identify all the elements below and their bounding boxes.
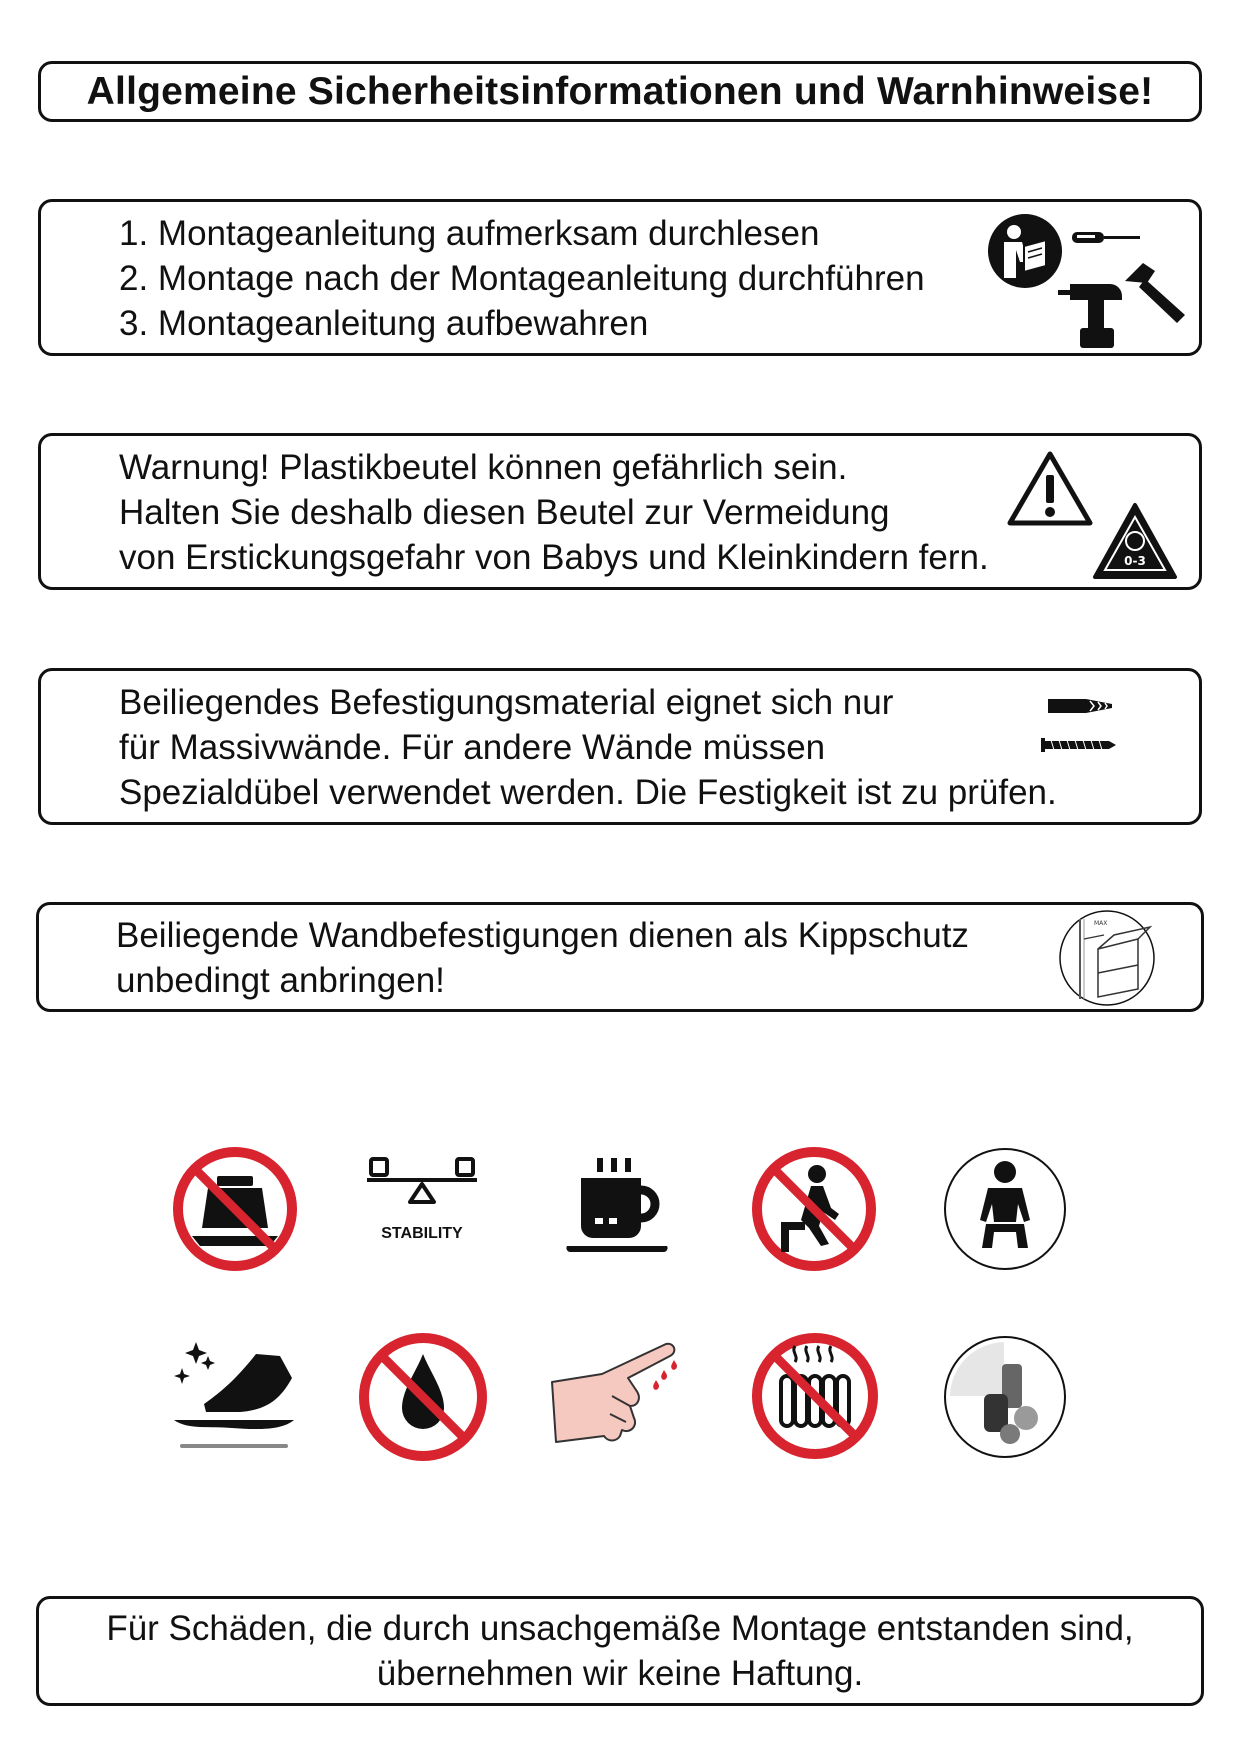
wall-plug-icon bbox=[1046, 695, 1116, 717]
fastening-text bbox=[119, 680, 1057, 815]
liability-line: Für Schäden, die durch unsachgemäße Montage entstanden sind, bbox=[106, 1609, 1134, 1648]
wipe-clean-icon bbox=[170, 1334, 296, 1460]
tip-protection-box bbox=[36, 902, 1204, 1012]
title-box bbox=[38, 61, 1202, 122]
fastening-line: Beiliegendes Befestigungsmaterial eignet sich nur bbox=[119, 683, 894, 722]
no-liquids-icon bbox=[358, 1332, 488, 1462]
no-heat-source-icon bbox=[751, 1332, 879, 1460]
liability-text bbox=[39, 1606, 1201, 1696]
drill-icon bbox=[1056, 282, 1132, 354]
fastening-line: Spezialdübel verwendet werden. Die Festigkeit ist zu prüfen. bbox=[119, 773, 1057, 812]
warning-line: Halten Sie deshalb diesen Beutel zur Vermeidung bbox=[119, 493, 890, 532]
liability-line: übernehmen wir keine Haftung. bbox=[376, 1654, 864, 1693]
furniture-caster-icon bbox=[942, 1334, 1068, 1460]
sitting-person-icon bbox=[942, 1146, 1068, 1272]
assembly-instructions-box bbox=[38, 199, 1202, 356]
assembly-steps bbox=[119, 211, 925, 346]
wall-anchor-diagram-icon bbox=[1058, 909, 1156, 1007]
read-manual-icon bbox=[986, 212, 1064, 290]
assembly-step: 3. Montageanleitung aufbewahren bbox=[119, 304, 649, 343]
liability-disclaimer-box bbox=[36, 1596, 1204, 1706]
tip-protection-line: unbedingt anbringen! bbox=[116, 961, 445, 1000]
child-age-warning-icon bbox=[1091, 501, 1179, 581]
fastening-material-box bbox=[38, 668, 1202, 825]
finger-injury-icon bbox=[546, 1334, 686, 1460]
fastening-line: für Massivwände. Für andere Wände müssen bbox=[119, 728, 826, 767]
hot-cup-icon bbox=[555, 1146, 681, 1272]
tip-protection-line: Beiliegende Wandbefestigungen dienen als Kippschutz bbox=[116, 916, 969, 955]
assembly-step: 1. Montageanleitung aufmerksam durchlesen bbox=[119, 214, 820, 253]
diagram-label: MAX bbox=[1094, 920, 1108, 927]
page-title: Allgemeine Sicherheitsinformationen und Warnhinweise! bbox=[86, 70, 1154, 113]
warning-line: Warnung! Plastikbeutel können gefährlich sein. bbox=[119, 448, 848, 487]
screwdriver-icon bbox=[1071, 227, 1143, 247]
age-badge: 0-3 bbox=[1124, 554, 1146, 568]
stability-label: STABILITY bbox=[381, 1225, 463, 1242]
plastic-bag-warning-box bbox=[38, 433, 1202, 590]
warning-line: von Erstickungsgefahr von Babys und Kleinkindern fern. bbox=[119, 538, 989, 577]
no-heavy-load-icon bbox=[172, 1146, 298, 1272]
stability-icon bbox=[361, 1146, 491, 1272]
warning-triangle-icon bbox=[1006, 449, 1094, 529]
screw-icon bbox=[1041, 736, 1117, 754]
tip-protection-text bbox=[116, 913, 969, 1003]
assembly-step: 2. Montage nach der Montageanleitung durchführen bbox=[119, 259, 925, 298]
no-climbing-icon bbox=[751, 1146, 877, 1272]
plastic-warning-text bbox=[119, 445, 989, 580]
